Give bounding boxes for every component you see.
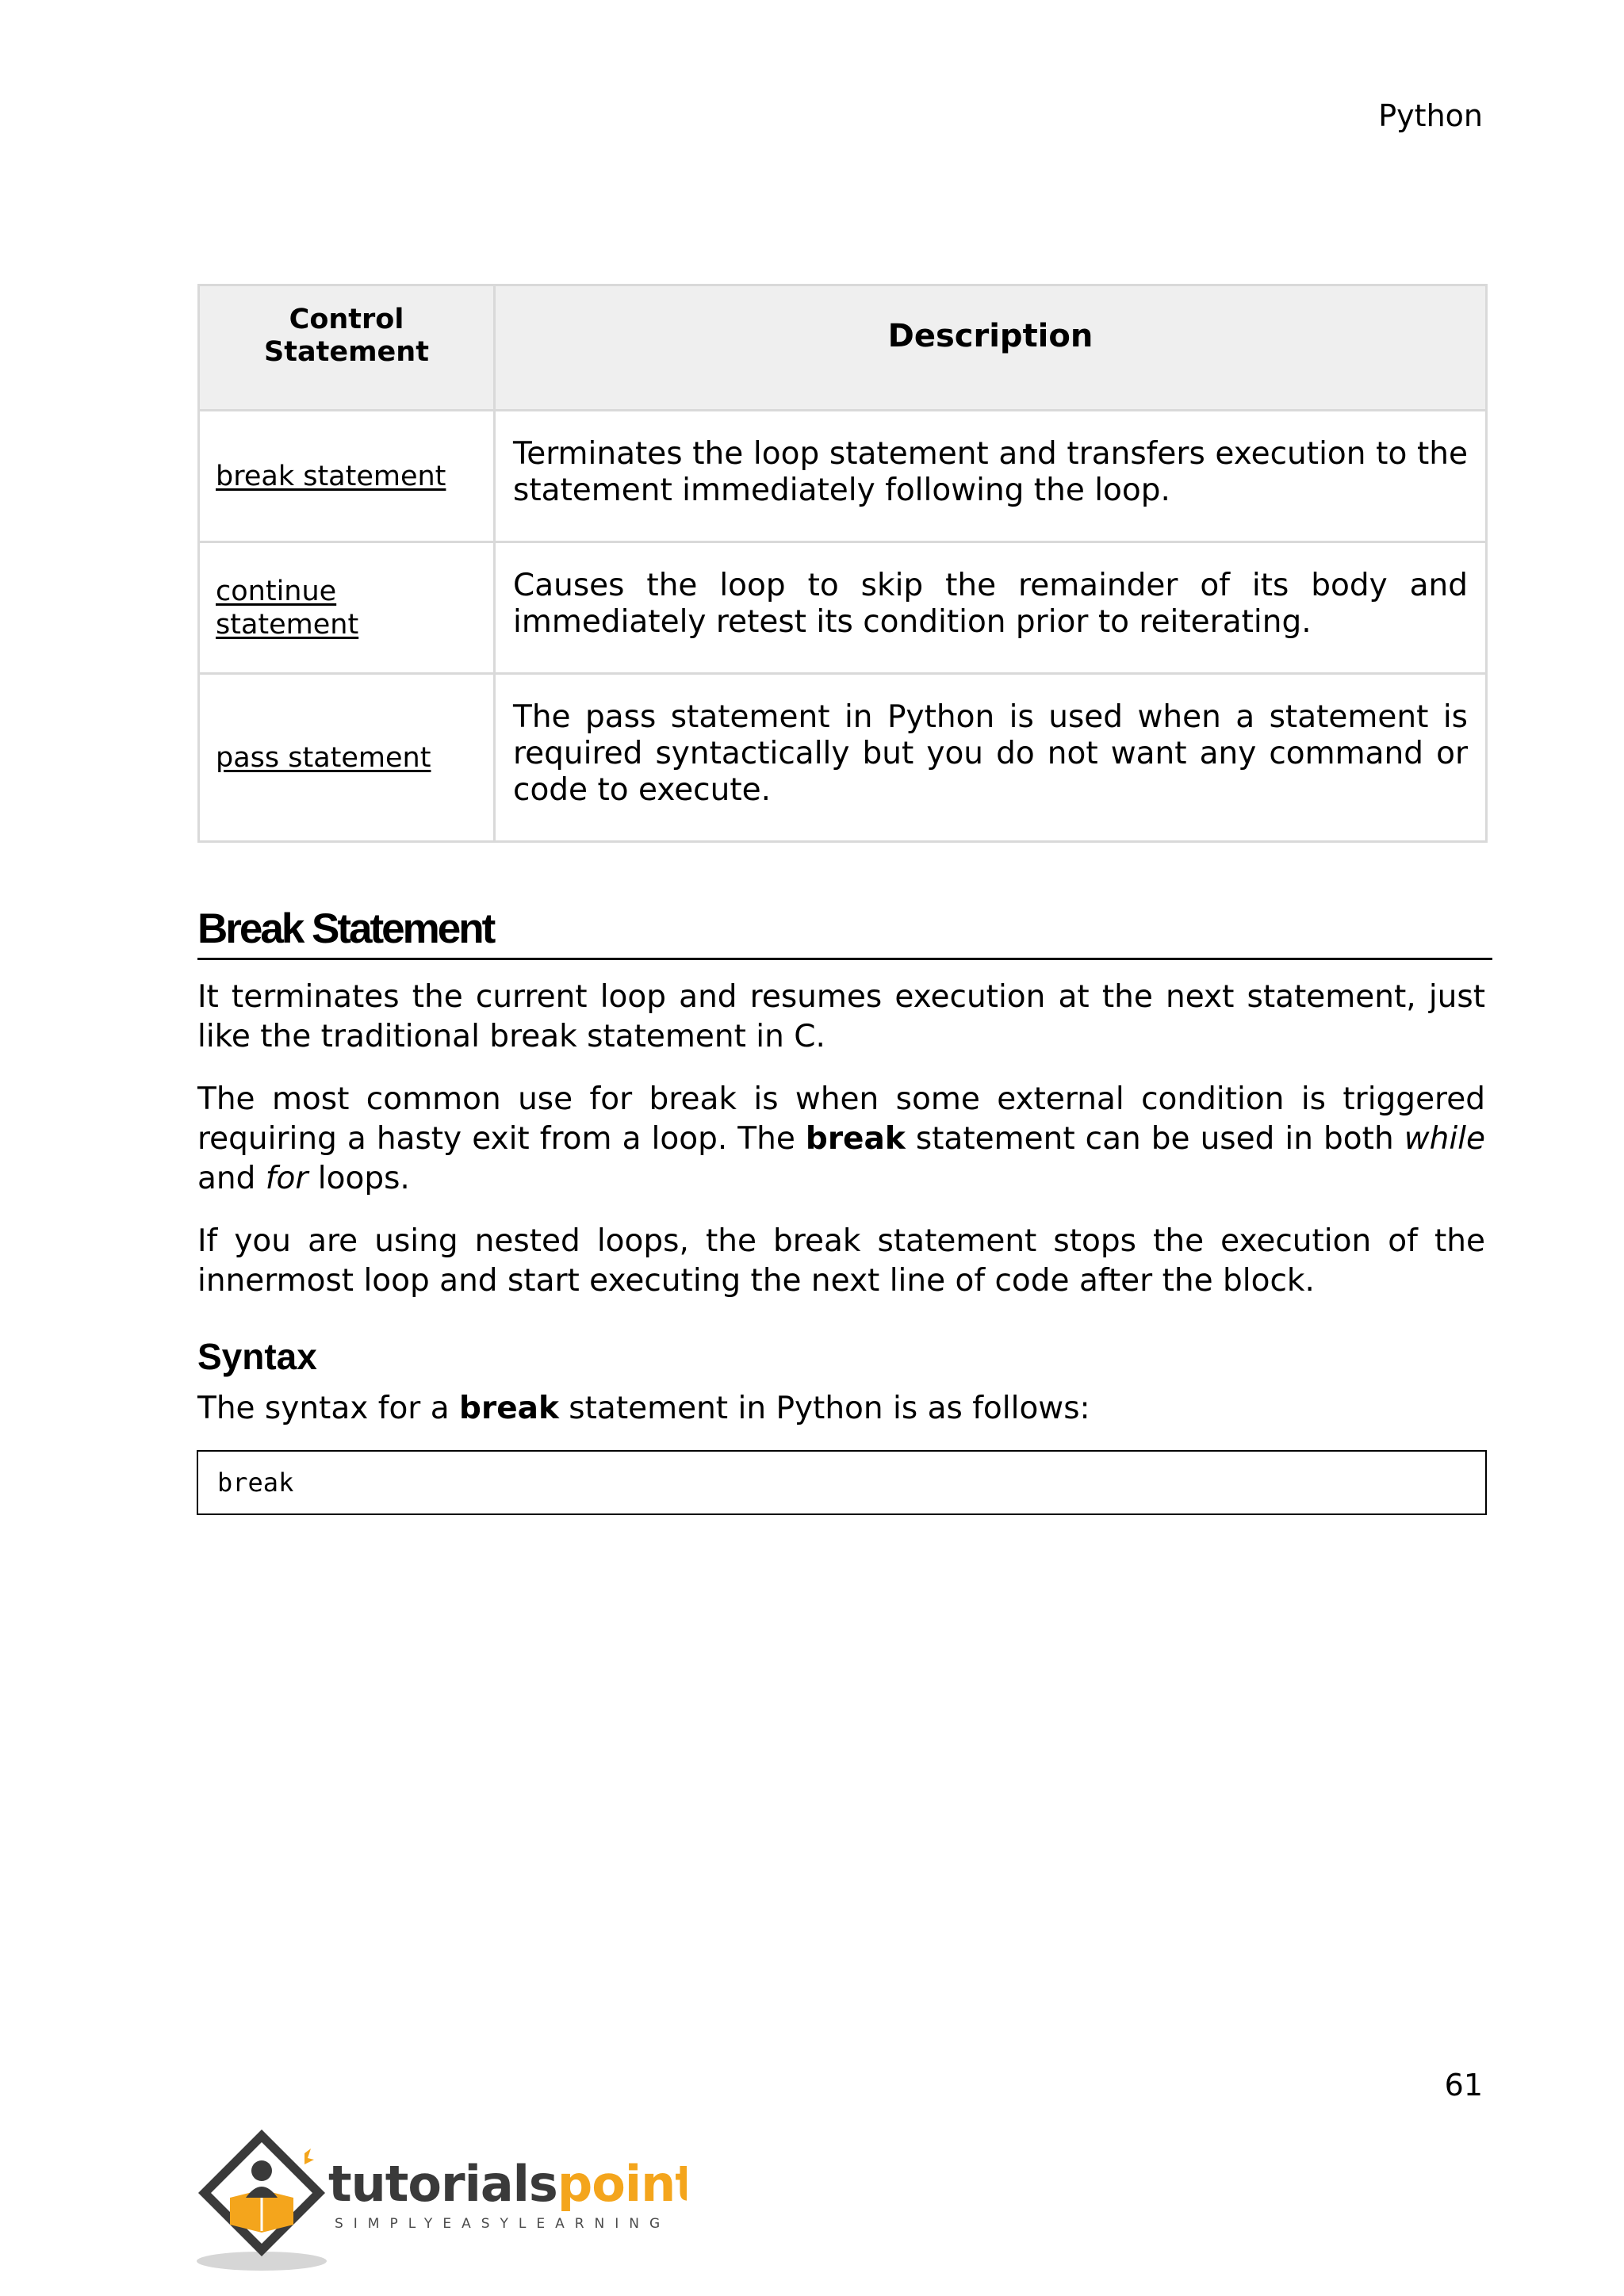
paragraph: It terminates the current loop and resumes execution at the next statement, just like the traditional break statement in C. (197, 979, 1485, 1054)
person-head-icon (251, 2160, 272, 2181)
text-run: statement can be used in both (905, 1121, 1404, 1157)
logo-graphic (195, 2125, 687, 2275)
statement-cell (199, 674, 495, 842)
pass-statement-link[interactable]: pass statement (216, 741, 431, 774)
column-header-control-statement: Control Statement (199, 285, 495, 411)
table-row (199, 542, 1487, 674)
section-heading: Break Statement (197, 904, 1492, 960)
text-run: and (197, 1161, 266, 1196)
continue-statement-link[interactable]: continue statement (216, 575, 359, 641)
statement-cell (199, 411, 495, 542)
description-cell: The pass statement in Python is used when a statement is required syntactically but you do not want any command or code to execute. (495, 674, 1487, 842)
italic-keyword: while (1404, 1121, 1486, 1157)
text-run: loops. (308, 1161, 410, 1196)
logo-wordmark-tutorials: tutorials (328, 2155, 557, 2213)
logo-tagline: SIMPLYEASYLEARNING (335, 2216, 671, 2232)
break-statement-link[interactable]: break statement (216, 460, 446, 492)
code-text: break (217, 1468, 294, 1498)
table-header-row (199, 285, 1487, 411)
spark-icon (304, 2149, 314, 2164)
logo-wordmark-point: point (557, 2155, 687, 2213)
table-row (199, 411, 1487, 542)
bold-keyword: break (805, 1121, 906, 1157)
paragraph (197, 1389, 1485, 1429)
control-statements-table (197, 284, 1488, 843)
statement-cell (199, 542, 495, 674)
description-cell: Causes the loop to skip the remainder of its body and immediately retest its condition prior to reiterating. (495, 542, 1487, 674)
paragraph (197, 1080, 1485, 1199)
table-row (199, 674, 1487, 842)
tutorialspoint-logo (195, 2125, 687, 2275)
logo-wordmark (328, 2155, 687, 2213)
subsection-heading: Syntax (197, 1336, 317, 1377)
text-run: The most common use for break is when some external condition is triggered requiring a hasty exit from a loop. The (197, 1081, 1485, 1157)
text-run: The syntax for a (197, 1391, 460, 1426)
column-header-description: Description (495, 285, 1487, 411)
page-number: 61 (1444, 2068, 1483, 2103)
description-cell: Terminates the loop statement and transfers execution to the statement immediately following the loop. (495, 411, 1487, 542)
code-block (197, 1450, 1487, 1515)
italic-keyword: for (265, 1161, 308, 1196)
bold-keyword: break (459, 1391, 559, 1426)
running-header: Python (1378, 98, 1483, 133)
text-run: statement in Python is as follows: (558, 1391, 1090, 1426)
paragraph: If you are using nested loops, the break statement stops the execution of the innermost loop and start executing the next line of code after the block. (197, 1223, 1485, 1299)
